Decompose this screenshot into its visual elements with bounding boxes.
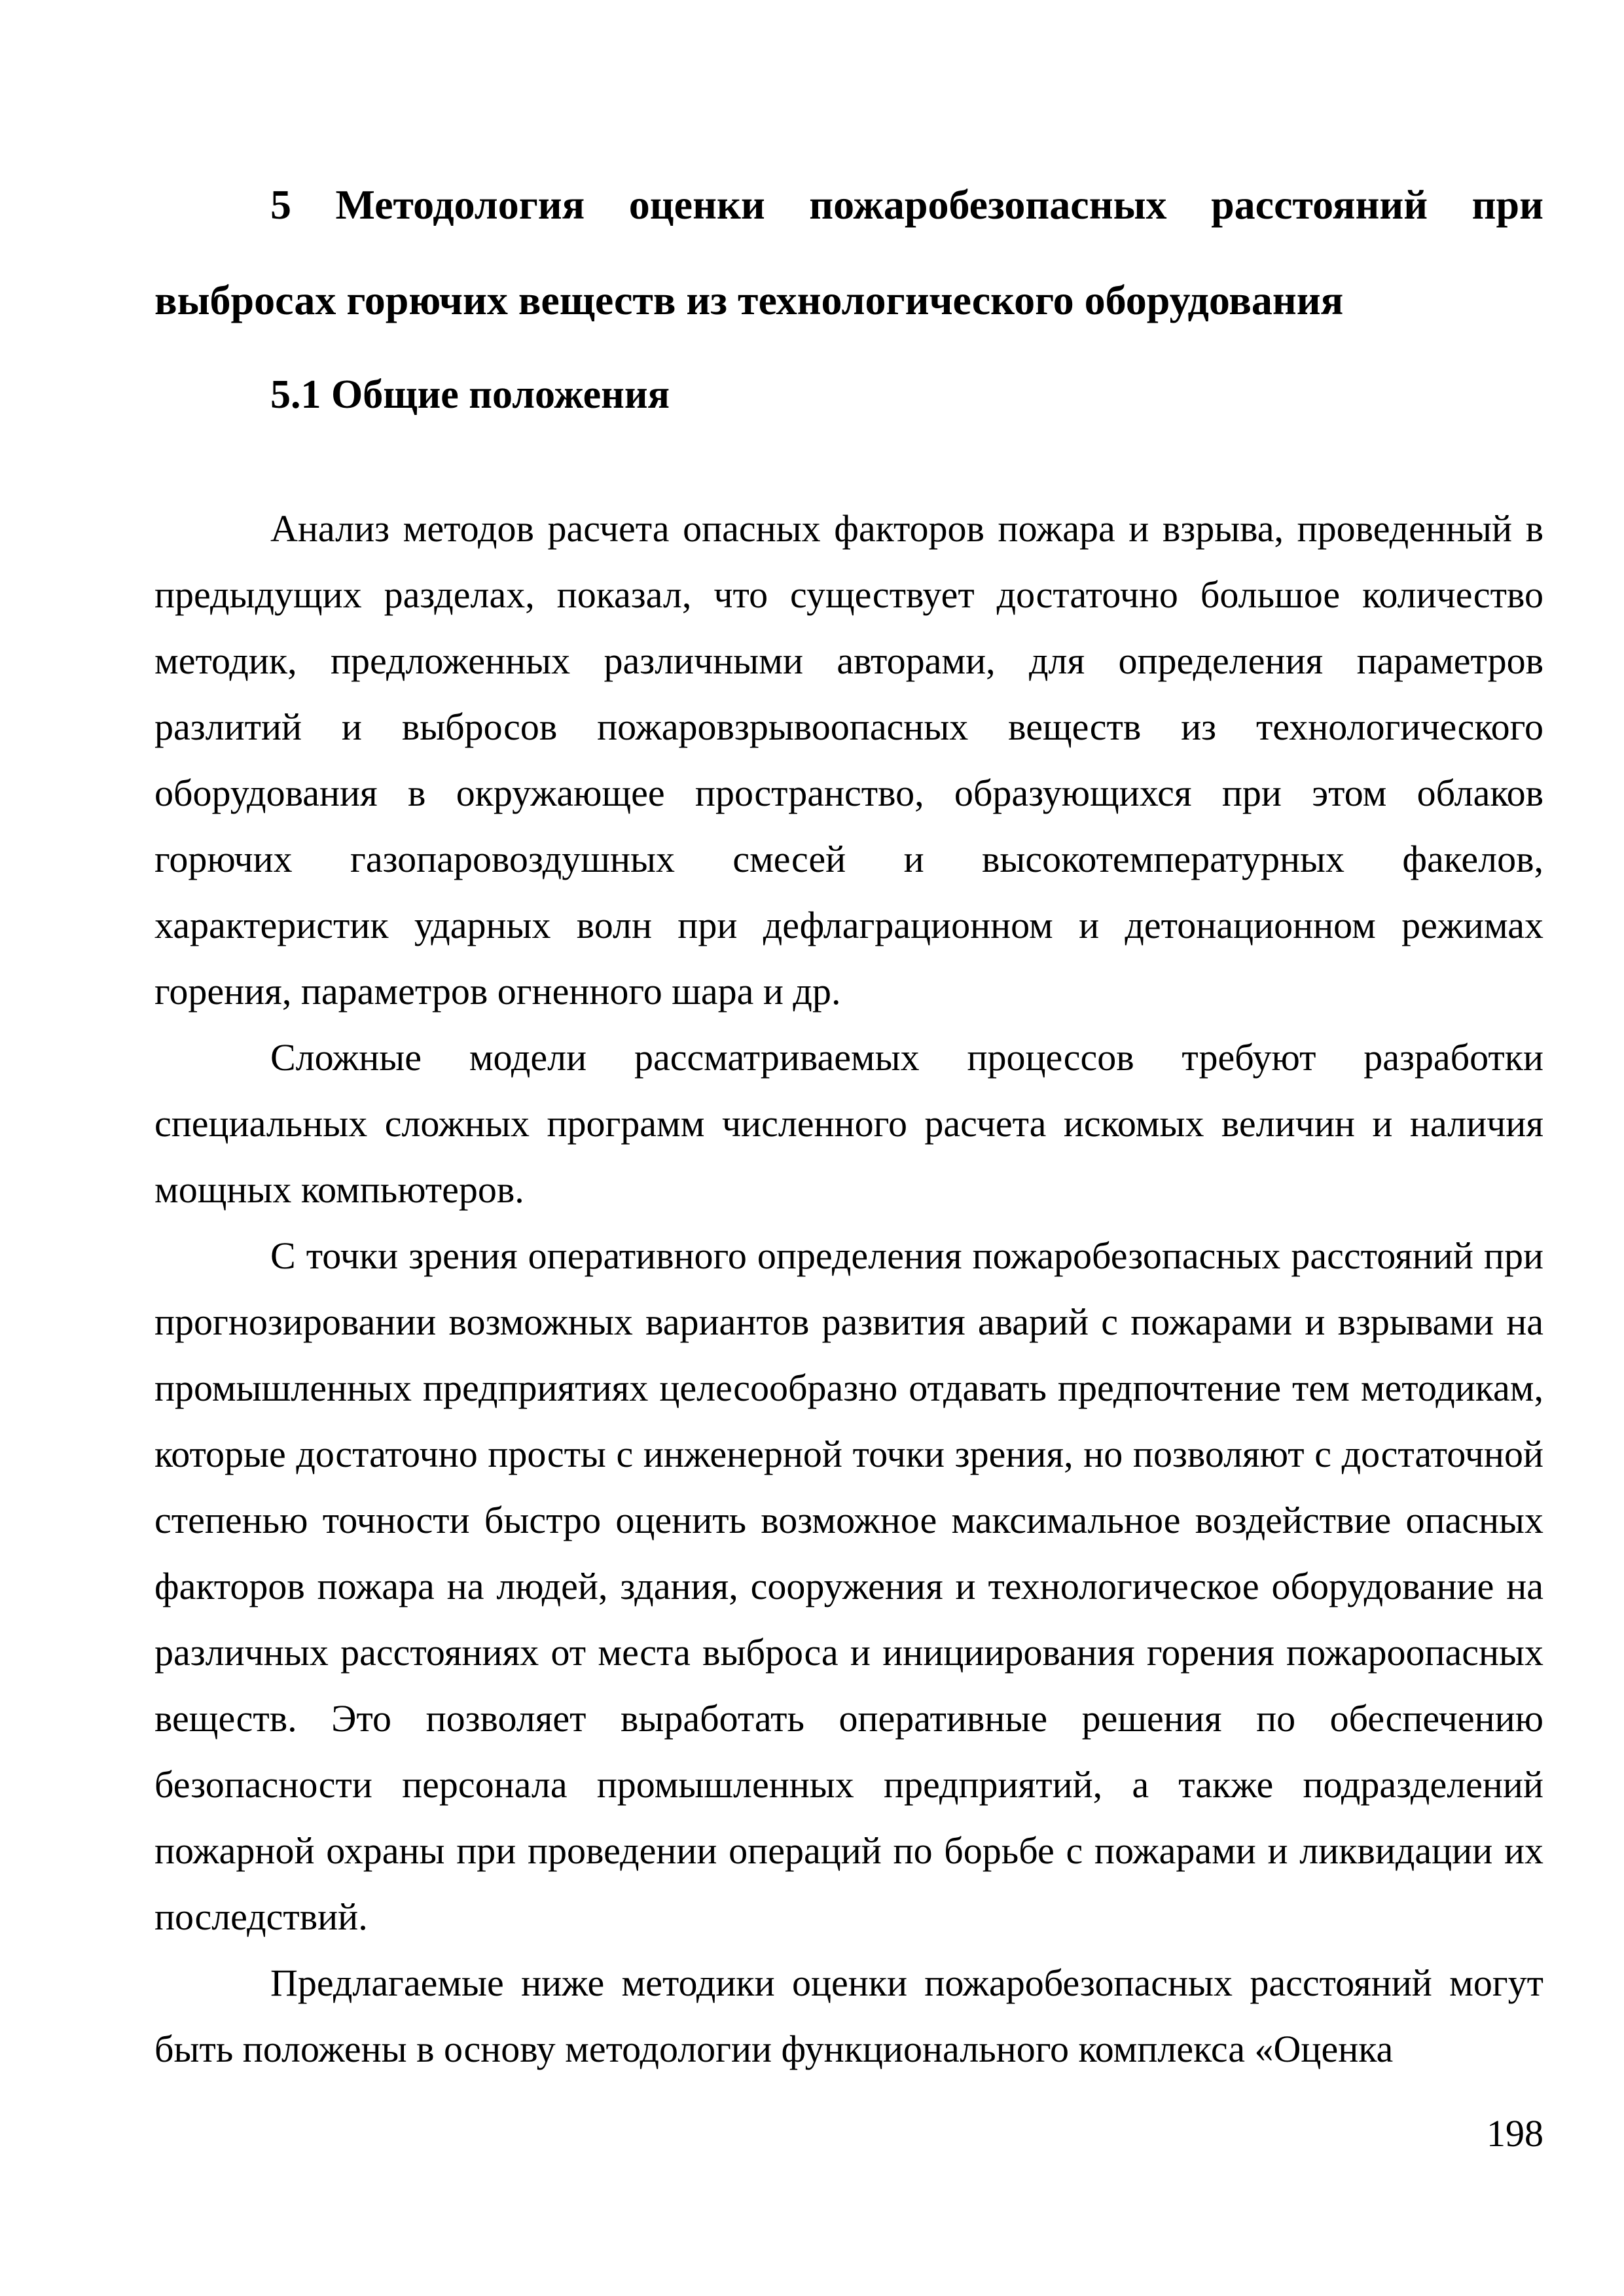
paragraph: Сложные модели рассматриваемых процессов требуют разработки специальных сложных программ численного расчета искомых величин и наличия мощных компьютеров. <box>154 1036 1543 1211</box>
paragraph: Анализ методов расчета опасных факторов пожара и взрыва, проведенный в предыдущих разделах, показал, что существует достаточно большое количество методик, предложенных различными авторами, для определения параметров разлитий и выбросов пожаровзрывоопасных веществ из технологического оборудования в окружающее пространство, образующихся при этом облаков горючих газопаровоздушных смесей и высокотемпературных факелов, характеристик ударных волн при дефлаграционном и детонационном режимах горения, параметров огненного шара и др. <box>154 507 1543 1013</box>
chapter-title: 5 Методология оценки пожаробезопасных расстояний при выбросах горючих веществ из технологического оборудования <box>154 181 1543 323</box>
page-number: 198 <box>1487 2112 1543 2155</box>
section-title: 5.1 Общие положения <box>270 372 670 417</box>
body-text <box>154 495 1543 2082</box>
paragraph: Предлагаемые ниже методики оценки пожаробезопасных расстояний могут быть положены в основу методологии функционального комплекса «Оценка <box>154 1962 1543 2070</box>
paragraph: С точки зрения оперативного определения пожаробезопасных расстояний при прогнозировании возможных вариантов развития аварий с пожарами и взрывами на промышленных предприятиях целесообразно отдавать предпочтение тем методикам, которые достаточно просты с инженерной точки зрения, но позволяют с достаточной степенью точности быстро оценить возможное максимальное воздействие опасных факторов пожара на людей, здания, сооружения и технологическое оборудование на различных расстояниях от места выброса и инициирования горения пожароопасных веществ. Это позволяет выработать оперативные решения по обеспечению безопасности персонала промышленных предприятий, а также подразделений пожарной охраны при проведении операций по борьбе с пожарами и ликвидации их последствий. <box>154 1234 1543 1938</box>
